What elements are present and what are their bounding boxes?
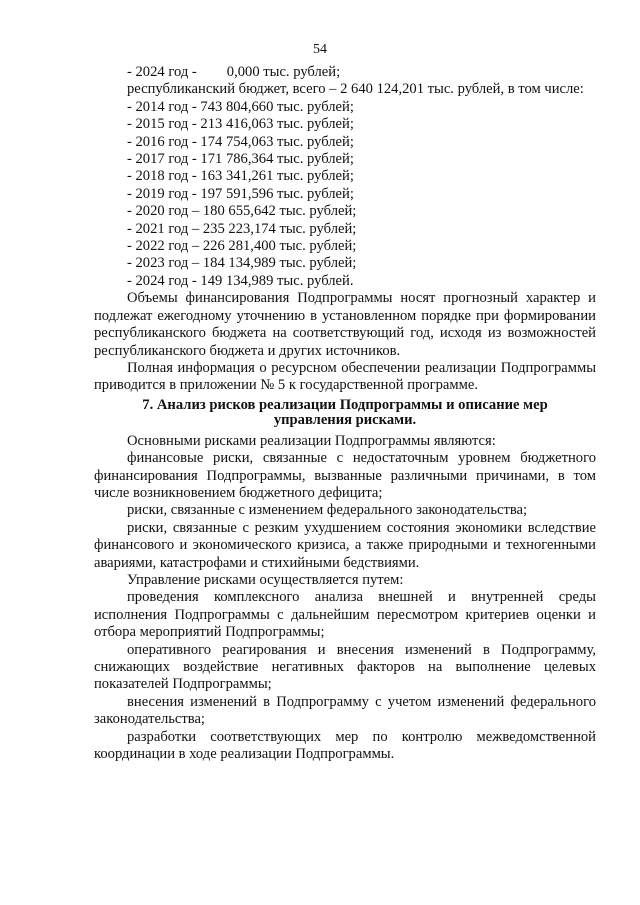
budget-year-line: - 2016 год - 174 754,063 тыс. рублей; bbox=[127, 133, 354, 150]
budget-year-line: - 2020 год – 180 655,642 тыс. рублей; bbox=[127, 203, 357, 220]
risks-intro-paragraph: Основными рисками реализации Подпрограммы являются: bbox=[127, 432, 496, 449]
budget-line-2024-total bbox=[94, 64, 596, 81]
section-7-heading-line-1: 7. Анализ рисков реализации Подпрограммы и описание мер bbox=[142, 396, 548, 413]
funding-note-paragraph: Объемы финансирования Подпрограммы носят прогнозный характер и подлежат ежегодному уточнению в установленном порядке при формировании республиканского бюджета на соответствующий год, исходя из возможностей республиканского бюджета и других источников. bbox=[94, 290, 596, 359]
year-label: - 2024 год - bbox=[127, 64, 197, 80]
economic-risks-paragraph: риски, связанные с резким ухудшением состояния экономики вследствие финансового и экономического кризиса, а также природными и техногенными авариями, катастрофами и стихийными бедствиями. bbox=[94, 519, 596, 571]
section-7-heading bbox=[94, 398, 596, 428]
budget-year-line: - 2018 год - 163 341,261 тыс. рублей; bbox=[127, 168, 354, 185]
analysis-measure-paragraph: проведения комплексного анализа внешней и внутренней среды исполнения Подпрограммы с дальнейшим пересмотром критериев оценки и отбора мероприятий Подпрограммы; bbox=[94, 589, 596, 641]
budget-year-line: - 2017 год - 171 786,364 тыс. рублей; bbox=[127, 151, 354, 168]
legislation-risks-paragraph: риски, связанные с изменением федерального законодательства; bbox=[127, 502, 528, 519]
budget-year-line: - 2019 год - 197 591,596 тыс. рублей; bbox=[127, 185, 354, 202]
budget-year-line: - 2021 год – 235 223,174 тыс. рублей; bbox=[127, 220, 357, 237]
operational-response-paragraph: оперативного реагирования и внесения изменений в Подпрограмму, снижающих воздействие негативных факторов на выполнение целевых показателей Подпрограммы; bbox=[94, 641, 596, 693]
budget-year-line: - 2024 год - 149 134,989 тыс. рублей. bbox=[127, 272, 354, 289]
year-amount: 0,000 тыс. рублей; bbox=[226, 64, 341, 80]
risk-management-intro-paragraph: Управление рисками осуществляется путем: bbox=[127, 571, 404, 588]
budget-year-line: - 2014 год - 743 804,660 тыс. рублей; bbox=[127, 98, 354, 115]
page-number: 54 bbox=[313, 42, 327, 57]
budget-years-list bbox=[94, 99, 596, 290]
section-7-heading-line-2: управления рисками. bbox=[273, 411, 417, 428]
page-content bbox=[94, 64, 596, 763]
coordination-measures-paragraph: разработки соответствующих мер по контролю межведомственной координации в ходе реализации Подпрограммы. bbox=[94, 728, 596, 763]
financial-risks-paragraph: финансовые риски, связанные с недостаточным уровнем бюджетного финансирования Подпрограммы, вызванные различными причинами, в том числе возникновением бюджетного дефицита; bbox=[94, 450, 596, 501]
budget-year-line: - 2023 год – 184 134,989 тыс. рублей; bbox=[127, 255, 357, 272]
section-7-body bbox=[94, 433, 596, 764]
full-info-paragraph: Полная информация о ресурсном обеспечении реализации Подпрограммы приводится в приложении № 5 к государственной программе. bbox=[94, 359, 596, 394]
budget-year-line: - 2022 год – 226 281,400 тыс. рублей; bbox=[127, 238, 357, 255]
republic-budget-intro: республиканский бюджет, всего – 2 640 124,201 тыс. рублей, в том числе: bbox=[127, 81, 584, 98]
legislative-changes-paragraph: внесения изменений в Подпрограмму с учетом изменений федерального законодательства; bbox=[94, 693, 596, 728]
budget-year-line: - 2015 год - 213 416,063 тыс. рублей; bbox=[127, 116, 354, 133]
